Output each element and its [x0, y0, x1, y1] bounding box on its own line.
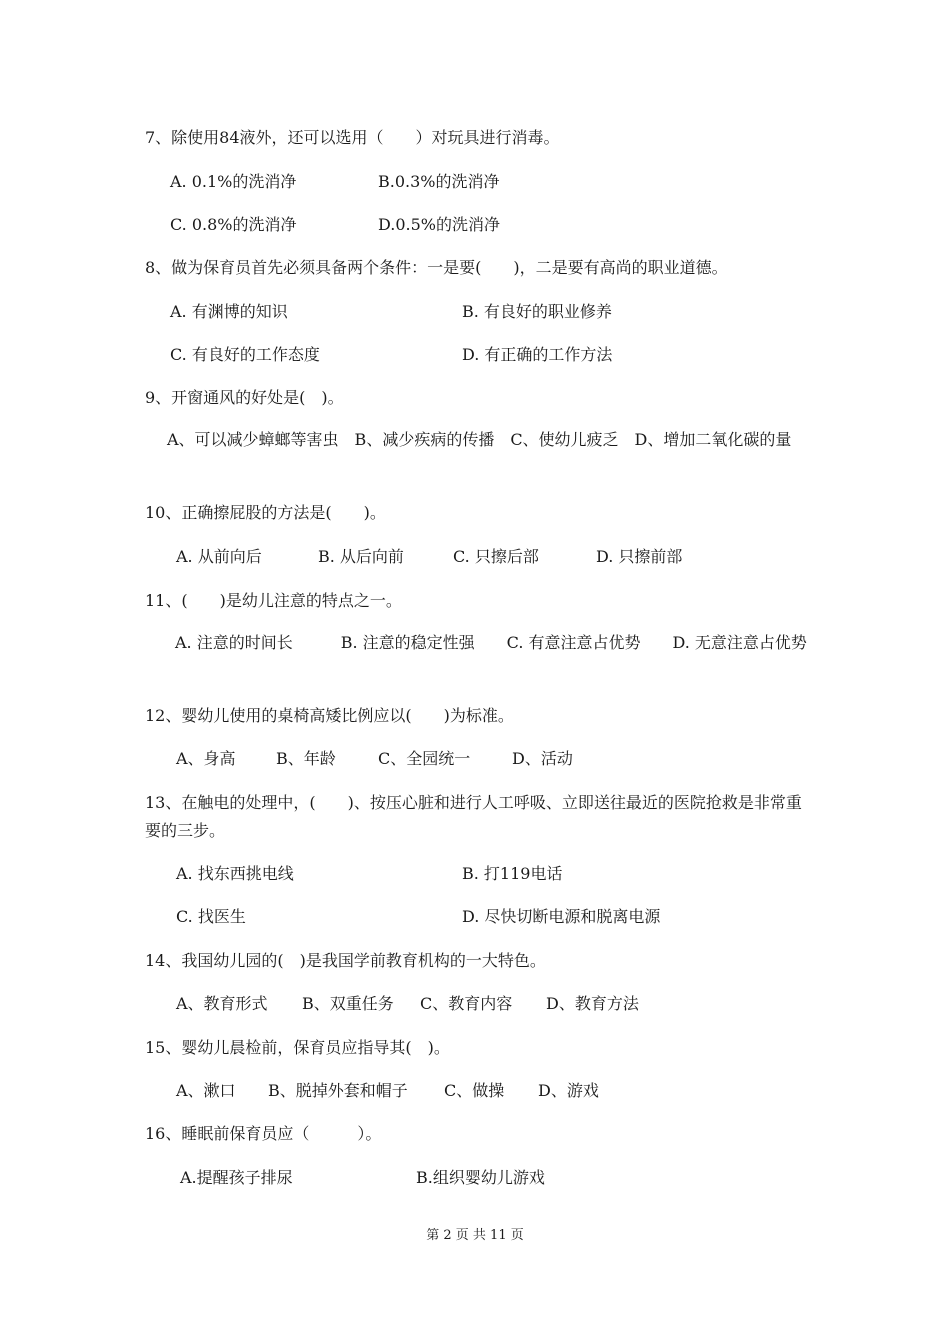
question-12-option-a: A、身高 [176, 749, 236, 768]
question-12-option-c: C、全园统一 [378, 749, 471, 768]
question-13-option-c: C. 找医生 [176, 907, 246, 926]
question-14-stem: 14、我国幼儿园的( )是我国学前教育机构的一大特色。 [145, 951, 546, 970]
question-7-option-a: A. 0.1%的洗消净 [170, 172, 297, 191]
question-10-option-c: C. 只擦后部 [453, 547, 539, 566]
question-10-option-b: B. 从后向前 [318, 547, 404, 566]
question-15-option-a: A、漱口 [176, 1081, 236, 1100]
question-7-option-c: C. 0.8%的洗消净 [170, 215, 297, 234]
question-8-option-c: C. 有良好的工作态度 [170, 345, 320, 364]
question-14-option-d: D、教育方法 [546, 994, 639, 1013]
question-14-option-a: A、教育形式 [176, 994, 268, 1013]
question-16-stem: 16、睡眠前保育员应（ ）。 [145, 1124, 382, 1143]
question-14-option-b: B、双重任务 [302, 994, 394, 1013]
question-8-stem: 8、做为保育员首先必须具备两个条件：一是要( )，二是要有高尚的职业道德。 [145, 258, 728, 277]
question-12-option-b: B、年龄 [276, 749, 336, 768]
question-9-options: A、可以减少蟑螂等害虫 B、减少疾病的传播 C、使幼儿疲乏 D、增加二氧化碳的量 [167, 430, 792, 449]
question-11-options: A. 注意的时间长 B. 注意的稳定性强 C. 有意注意占优势 D. 无意注意占优势 [175, 633, 807, 652]
question-15-option-d: D、游戏 [538, 1081, 599, 1100]
question-9-stem: 9、开窗通风的好处是( )。 [145, 388, 344, 407]
page-number-footer: 第 2 页 共 11 页 [426, 1228, 524, 1243]
question-15-option-c: C、做操 [444, 1081, 505, 1100]
question-16-option-a: A.提醒孩子排尿 [180, 1168, 293, 1187]
question-13-option-d: D. 尽快切断电源和脱离电源 [462, 907, 661, 926]
question-13-option-b: B. 打119电话 [462, 864, 563, 883]
question-13-option-a: A. 找东西挑电线 [176, 864, 294, 883]
question-12-stem: 12、婴幼儿使用的桌椅高矮比例应以( )为标准。 [145, 706, 514, 725]
question-8-option-d: D. 有正确的工作方法 [462, 345, 613, 364]
question-11-stem: 11、( )是幼儿注意的特点之一。 [145, 591, 402, 610]
question-16-option-b: B.组织婴幼儿游戏 [416, 1168, 545, 1187]
question-7-option-d: D.0.5%的洗消净 [378, 215, 500, 234]
question-10-option-a: A. 从前向后 [176, 547, 262, 566]
question-7-stem: 7、除使用84液外，还可以选用（ ）对玩具进行消毒。 [145, 128, 560, 147]
question-15-stem: 15、婴幼儿晨检前，保育员应指导其( )。 [145, 1038, 450, 1057]
question-8-option-a: A. 有渊博的知识 [170, 302, 288, 321]
question-13-stem: 13、在触电的处理中，( )、按压心脏和进行人工呼吸、立即送往最近的医院抢救是非常重要的三步。 [145, 793, 802, 840]
question-15-option-b: B、脱掉外套和帽子 [268, 1081, 408, 1100]
question-12-option-d: D、活动 [512, 749, 573, 768]
question-8-option-b: B. 有良好的职业修养 [462, 302, 612, 321]
question-14-option-c: C、教育内容 [420, 994, 513, 1013]
question-7-option-b: B.0.3%的洗消净 [378, 172, 500, 191]
question-10-stem: 10、正确擦屁股的方法是( )。 [145, 503, 386, 522]
question-10-option-d: D. 只擦前部 [596, 547, 683, 566]
